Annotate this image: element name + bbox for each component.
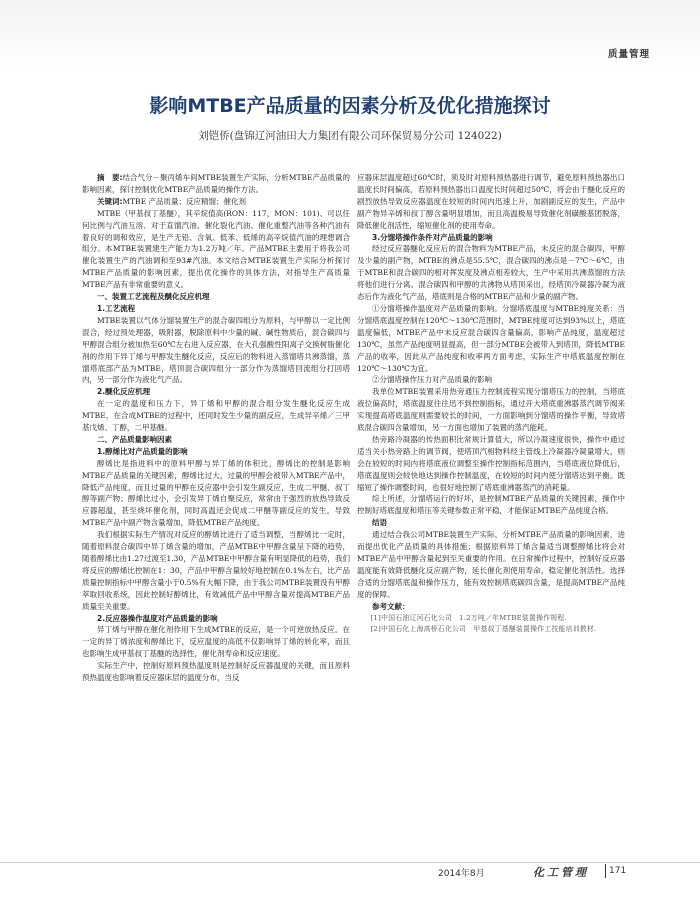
paragraph: 我单位MTBE装置采用热旁通压力控制流程实现分馏塔压力的控制，当塔底液位偏高时，塔底温度往往迅不到控制指标，通过开大塔底重沸器蒸汽调节阀来实现提高塔底温度则需要较长的时间，一方面影响到分馏塔的操作平衡，导致塔底混合碳四含量增加，另一方面也增加了装置的蒸汽能耗。 [357,387,625,433]
abstract [82,172,350,196]
footer-rule [0,862,700,863]
article-title: 影响MTBE产品质量的因素分析及优化措施探讨 [149,95,551,117]
paragraph: ①分馏塔操作温度对产品质量的影响。分馏塔底温度与MTBE纯度关系：当分馏塔底温度控制在120℃～130℃范围时，MTBE纯度可达到93%以上，塔底温度偏低，MTBE产品中未反应混合碳四含量偏高，影响产品纯度，温度超过130℃，虽然产品纯度明显提高，但一部分MTBE会被带入到塔顶，降低MTBE产品的收率，因此从产品纯度和收率两方面考虑，实际生产中塔底温度控制在120℃～130℃为宜。 [357,303,625,373]
abstract-label: 摘 要: [97,173,123,182]
paragraph: 实际生产中，控制好原料预热温度则是控制好反应器温度的关键，而且原料预热温度也影响着反应器床层的温度分布，当反 [82,661,350,683]
paragraph: 热旁路冷凝器的传热面积比常规计算值大，所以冷凝速度很快，操作中通过适当关小热旁路上的调节阀，使塔顶汽相物料经主管线上冷凝器冷凝量增大，则会在较短的时间内将塔底液位调整至操作控制指标范围内，当塔底液位降低后，塔底温度则会较快地达到操作控制温度，在较短的时间内使分馏塔达到平衡。既缩短了操作调整时间，也很好地控制了塔底重沸器蒸汽的消耗量。 [357,434,625,492]
footer-divider [605,864,606,878]
paragraph: 经过反应器醚化反应后的混合物料为MTBE产品，未反应的混合碳四，甲醇及少量的副产物，MTBE的沸点是55.5℃，混合碳四的沸点是－7℃～6℃，由于MTBE和混合碳四的相对挥发度及沸点相差较大，生产中采用共沸蒸馏的方法将他们进行分离。混合碳四和甲醇的共沸物从塔顶采出，经塔顶冷凝器冷凝为液态后作为液化气产品，塔底则是合格的MTBE产品和少量的副产物。 [357,244,625,302]
header-band [0,0,700,68]
paragraph: 醇烯比是指进料中的原料甲醇与异丁烯的体积比，醇烯比的控制是影响MTBE产品质量的关键因素，醇烯比过大，过量的甲醇会被带入MTBE产品中，降低产品纯度，而且过量的甲醇在反应器中会引发生副反应，生成二甲醚、叔丁醇等副产物；醇烯比过小，会引发异丁烯自聚反应，常常由于强烈的放热导致反应器超温，甚至烧坏催化剂，同时高温还会促成二甲醚等副反应的发生，导致MTBE产品中副产物含量增加，降低MTBE产品纯度。 [82,458,350,528]
heading-2: 2.醚化反应机理 [97,387,151,397]
paragraph: MTBE（甲基叔丁基醚），其辛烷值高(RON：117，MON：101)、可以任何比例与汽油互溶、对于直馏汽油、催化裂化汽油、催化重整汽油等各种汽油有着良好的调和效应，是生产无铅、含氧、低苯、低烯的高辛烷值汽油的理想调合组分。本MTBE装置建生产能力为1.2万吨／年。产品MTBE主要用于将我公司催化装置生产的汽油调和至93#汽油。本文结合MTBE装置生产实际分析探讨MTBE产品质量的影响因素，提出优化操作的具体方法，对指导生产高质量MTBE产品有非常重要的意义。 [82,208,350,290]
heading-2: 1.醇烯比对产品质量的影响 [97,446,188,456]
paragraph: 我们根据实际生产情况对反应的醇烯比进行了适当调整，当醇烯比一定时，随着原料混合碳四中异丁烯含量的增加，产品MTBE中甲醇含量呈下降的趋势，随着醇烯比由1.27过渡至1.30，产品MTBE中甲醇含量有明显降低的趋势，我们将反应的醇烯比控制在1：30，产品中甲醇含量较好地控制在0.1%左右，比产品质量控制指标中甲醇含量小于0.5%有大幅下降，由于我公司MTBE装置没有甲醇萃取回收系统，因此控制好醇烯比，有效减低产品中甲醇含量对提高MTBE产品质量至关重要。 [82,530,350,611]
reference-item: [1]中国石油辽河石化公司 1.2万吨／年MTBE装置操作规程. [370,613,567,622]
paragraph: 在一定的温度和压力下，异丁烯和甲醇的混合组分发生醚化反应生成MTBE，在合成MTBE的过程中，还同时发生少量的副反应，生成异辛烯／三甲基戊烯、丁醇，二甲基醚。 [82,399,350,433]
paragraph: 综上所述，分馏塔运行的好坏，是控制MTBE产品质量的关键因素，操作中控制好塔底温度和塔压等关键参数正常平稳，才能保证MTBE产品纯度合格。 [357,494,625,516]
heading-1: 一、装置工艺流程及醚化反应机理 [97,292,210,302]
heading-conclusion: 结语 [372,518,387,528]
heading-2: 2.反应器操作温度对产品质量的影响 [97,613,218,623]
page-number: 171 [609,866,627,876]
paragraph: MTBE装置以气体分馏装置生产的混合碳四组分为原料，与甲醇以一定比例混合，经过预处理器，吸附器，脱除原料中少量的碱、碱性物质后，混合碳四与甲醇混合组分被加热至60℃左右进入反应器，在大孔强酸性阳离子交换树脂催化剂的作用下异丁烯与甲醇发生醚化反应，反应后的物料进入蒸馏塔共沸蒸馏，蒸馏塔底部产品为MTBE，塔顶混合碳四组分一部分作为蒸馏塔回流组分打回塔内，另一部分作为液化气产品。 [82,315,350,385]
keywords-text: MTBE 产品质量；反应精馏；催化剂 [122,196,247,206]
author-line: 刘铠侨(盘锦辽河油田大力集团有限公司环保贸易分公司 124022) [198,130,502,142]
paragraph-continued: 应器床层温度超过60℃时，须及时对原料预热器进行调节，避免原料预热器出口温度长时间偏高，若原料预热器出口温度长时间超过50℃，将会由于醚化反应的剧烈放热导致反应器温度在较短的时间内迅速上升，加剧副反应的发生，产品中副产物异辛烯和叔丁醇含量明显增加，而且高温极易导致催化剂磺酸基团脱落，降低催化剂活性，缩短催化剂的使用寿命。 [357,173,625,230]
section-label: 质量管理 [607,49,650,60]
footer-journal-logo: 化工管理 [533,866,589,879]
reference-item: [2]中国石化上海高桥石化公司 甲基叔丁基醚装置操作工技能培训教材. [370,625,597,634]
paragraph: 通过结合我公司MTBE装置生产实际，分析MTBE产品质量的影响因素，进而提出优化产品质量的具体措施；根据原料异丁烯含量适当调整醇烯比将会对MTBE产品中甲醇含量起到至关重要的作用。在日常操作过程中，控制好反应器温度能有效降低醚化反应副产物，延长催化剂使用寿命，稳定催化剂活性。选择合适的分馏塔底温和操作压力，能有效控制塔底碳四含量，是提高MTBE产品纯度的保障。 [357,530,625,599]
paragraph: ②分馏塔操作压力对产品质量的影响 [372,375,492,385]
abstract-text: 结合气分－聚丙烯车间MTBE装置生产实际，分析MTBE产品质量的影响因素，探讨控制优化MTBE产品质量的操作方法。 [82,173,350,194]
heading-1: 二、产品质量影响因素 [97,434,172,444]
paragraph: 异丁烯与甲醇在催化剂作用下生成MTBE的反应，是一个可逆放热反应。在一定的异丁烯浓度和醇烯比下，反应温度的高低不仅影响异丁烯的转化率，而且也影响生成甲基叔丁基醚的选择性，催化剂寿命和反应速度。 [82,625,350,659]
left-column [82,172,350,684]
heading-2: 3.分馏塔操作条件对产品质量的影响 [372,232,493,242]
footer-date: 2014年8月 [438,869,485,879]
keywords-label: 关键词: [97,196,123,206]
right-column [357,172,625,636]
heading-references: 参考文献： [372,601,410,611]
keywords [82,196,350,208]
heading-2: 1.工艺流程 [97,303,136,313]
